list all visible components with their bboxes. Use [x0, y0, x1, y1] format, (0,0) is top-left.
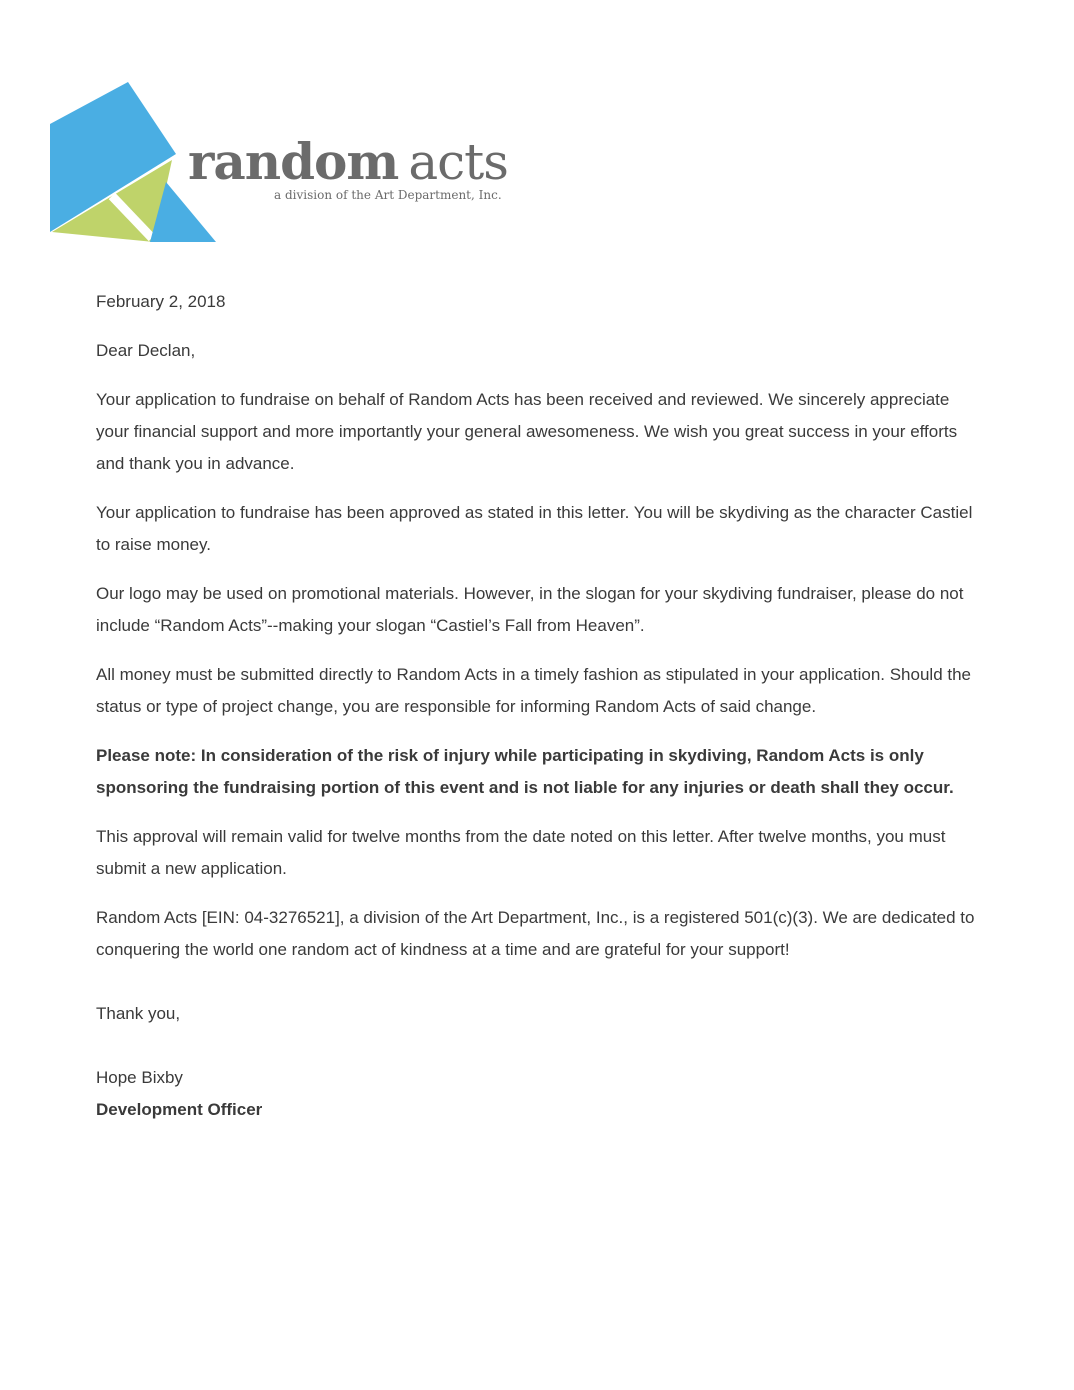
- letter-paragraph: Your application to fundraise on behalf of Random Acts has been received and reviewed. We sincerely appreciate your financial support and more importantly your general awesomeness. We wish you great success in your efforts and thank you in advance.: [96, 390, 958, 473]
- letter-body: [96, 286, 986, 1126]
- letter-salutation: Dear Declan,: [96, 341, 196, 360]
- logo-word-random: random: [188, 132, 399, 191]
- letter-closing: Thank you,: [96, 1004, 181, 1023]
- letter-paragraph: Our logo may be used on promotional materials. However, in the slogan for your skydiving fundraiser, please do not include “Random Acts”--making your slogan “Castiel’s Fall from Heaven”.: [96, 584, 964, 635]
- letter-paragraph: Your application to fundraise has been approved as stated in this letter. You will be skydiving as the character Castiel to raise money.: [96, 503, 973, 554]
- liability-notice: Please note: In consideration of the risk of injury while participating in skydiving, Random Acts is only sponsoring the fundraising portion of this event and is not liable for any injuries or death shall they occur.: [96, 746, 954, 797]
- letter-paragraph: Random Acts [EIN: 04-3276521], a division of the Art Department, Inc., is a registered 501(c)(3). We are dedicated to conquering the world one random act of kindness at a time and are grateful for your support!: [96, 908, 975, 959]
- signature-name: Hope Bixby: [96, 1068, 183, 1087]
- letter-paragraph: This approval will remain valid for twelve months from the date noted on this letter. After twelve months, you must submit a new application.: [96, 827, 946, 878]
- logo-word-acts: acts: [408, 133, 508, 191]
- letter-paragraph: All money must be submitted directly to Random Acts in a timely fashion as stipulated in your application. Should the status or type of project change, you are responsible for informing Random Acts of said change.: [96, 665, 972, 716]
- logo-tagline: a division of the Art Department, Inc.: [274, 188, 502, 202]
- random-acts-logo: [48, 78, 508, 248]
- signature-title: Development Officer: [96, 1100, 263, 1119]
- letter-date: February 2, 2018: [96, 292, 226, 311]
- logo-wordmark: [188, 134, 508, 190]
